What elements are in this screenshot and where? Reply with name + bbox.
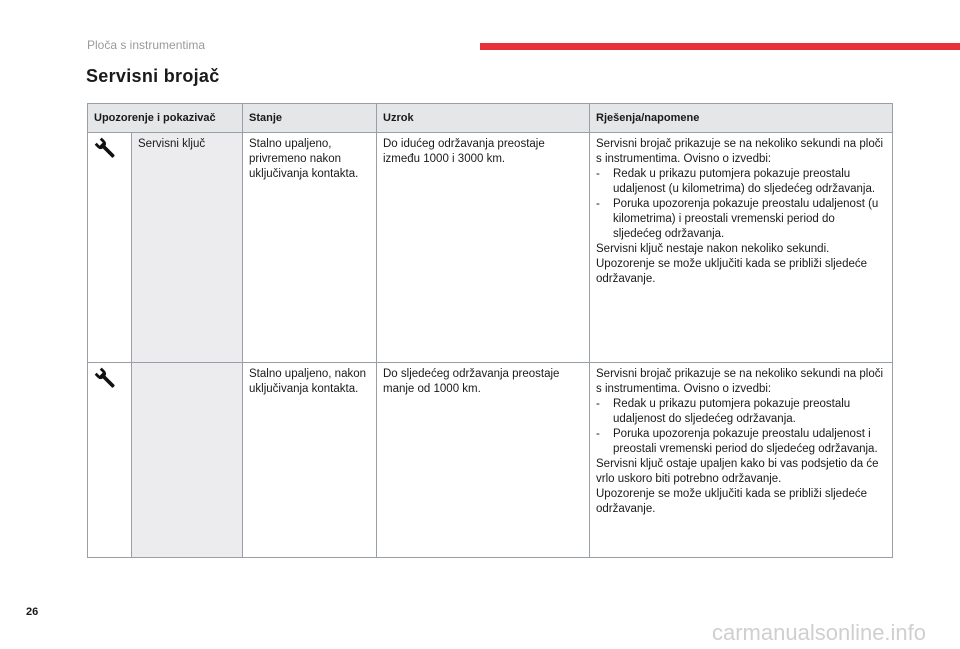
notes-cell — [590, 363, 893, 558]
notes-bullet-text: Poruka upozorenja pokazuje preostalu udaljenost (u kilometrima) i preostali vremenski period do sljedećeg održavanja. — [613, 198, 879, 240]
notes-bullet: - Poruka upozorenja pokazuje preostalu udaljenost i preostali vremenski period do sljedećeg održavanja. — [596, 427, 886, 457]
table-row — [88, 133, 893, 363]
header-notes: Rješenja/napomene — [590, 104, 893, 133]
notes-bullet-text: Redak u prikazu putomjera pokazuje preostalu udaljenost do sljedećeg održavanja. — [613, 398, 851, 425]
notes-cell — [590, 133, 893, 363]
icon-cell — [88, 133, 132, 363]
notes-bullet: - Poruka upozorenja pokazuje preostalu udaljenost (u kilometrima) i preostali vremenski period do sljedećeg održavanja. — [596, 197, 886, 242]
table-header-row — [88, 104, 893, 133]
notes-outro: Upozorenje se može uključiti kada se približi sljedeće održavanje. — [596, 258, 868, 285]
notes-outro: Servisni ključ ostaje upaljen kako bi vas podsjetio da će vrlo uskoro biti potrebno održavanje. — [596, 458, 879, 485]
notes-outro: Upozorenje se može uključiti kada se približi sljedeće održavanje. — [596, 488, 868, 515]
section-title: Ploča s instrumentima — [87, 38, 206, 52]
page-title: Servisni brojač — [86, 66, 220, 86]
table-row — [88, 363, 893, 558]
wrench-icon — [94, 137, 118, 161]
notes-intro: Servisni brojač prikazuje se na nekoliko sekundi na ploči s instrumentima. Ovisno o izvedbi: — [596, 138, 884, 165]
cause-text: Do idućeg održavanja preostaje između 1000 i 3000 km. — [377, 133, 590, 363]
page-number: 26 — [26, 606, 39, 618]
state-text: Stalno upaljeno, nakon uključivanja kontakta. — [243, 363, 377, 558]
indicator-name: Servisni ključ — [132, 133, 243, 363]
header-state: Stanje — [243, 104, 377, 133]
header-indicator: Upozorenje i pokazivač — [88, 104, 243, 133]
notes-outro: Servisni ključ nestaje nakon nekoliko sekundi. — [596, 243, 830, 255]
indicator-name — [132, 363, 243, 558]
notes-bullet: - Redak u prikazu putomjera pokazuje preostalu udaljenost (u kilometrima) do sljedećeg održavanja. — [596, 167, 886, 197]
icon-cell — [88, 363, 132, 558]
notes-intro: Servisni brojač prikazuje se na nekoliko sekundi na ploči s instrumentima. Ovisno o izvedbi: — [596, 368, 884, 395]
watermark: carmanualsonline.info — [712, 620, 927, 645]
wrench-icon — [94, 367, 118, 391]
header-cause: Uzrok — [377, 104, 590, 133]
cause-text: Do sljedećeg održavanja preostaje manje od 1000 km. — [377, 363, 590, 558]
notes-bullet: - Redak u prikazu putomjera pokazuje preostalu udaljenost do sljedećeg održavanja. — [596, 397, 886, 427]
service-indicator-table — [87, 103, 893, 558]
state-text: Stalno upaljeno, privremeno nakon uključivanja kontakta. — [243, 133, 377, 363]
notes-bullet-text: Redak u prikazu putomjera pokazuje preostalu udaljenost (u kilometrima) do sljedećeg održavanja. — [613, 168, 876, 195]
header-accent-bar — [480, 43, 960, 50]
notes-bullet-text: Poruka upozorenja pokazuje preostalu udaljenost i preostali vremenski period do sljedećeg održavanja. — [613, 428, 878, 455]
